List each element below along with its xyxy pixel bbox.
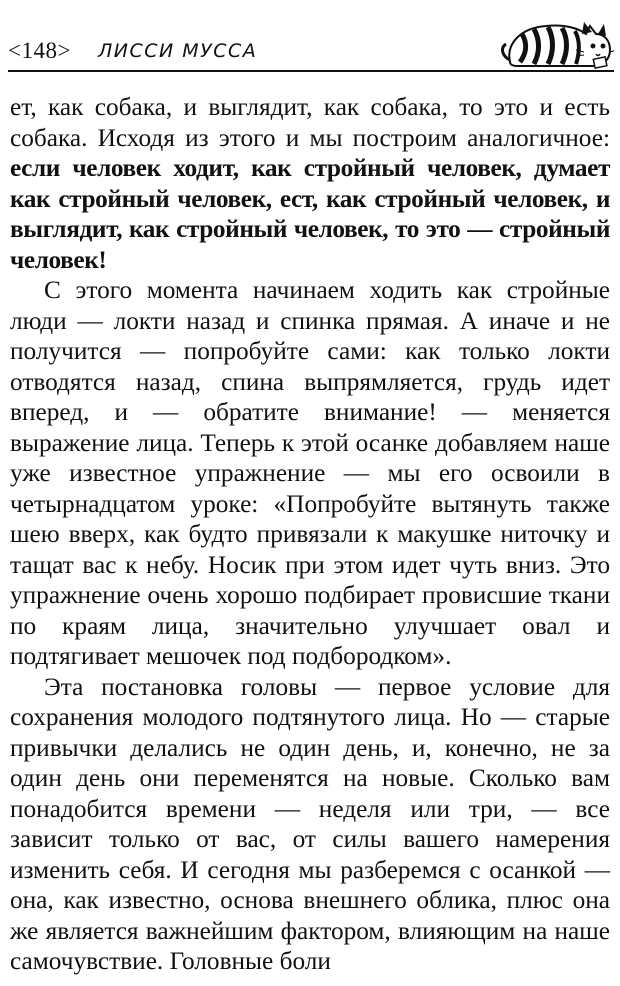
page-header: [8, 38, 614, 72]
striped-cat-icon: [498, 4, 614, 74]
paragraph-2: С этого момента начинаем ходить как стройные люди — локти назад и спинка прямая. А иначе и не получится — попробуйте сами: как только локти отводятся назад, спина выпрямляется, грудь идет вперед, и — обратите внимание! — меняется выражение лица. Теперь к этой осанке добавляем наше уже известное упражнение — мы его освоили в четырнадцатом уроке: «Попробуйте вытянуть также шею вверх, как будто привязали к макушке ниточку и тащат вас к небу. Носик при этом идет чуть вниз. Это упражнение очень хорошо подбирает провисшие ткани по краям лица, значительно улучшает овал и подтягивает мешочек под подбородком».: [10, 276, 610, 670]
running-title: ЛИССИ МУССА: [98, 40, 258, 62]
paragraph-1: [10, 92, 610, 275]
paragraph-1-lead: ет, как собака, и выглядит, как собака, то это и есть собака. Исходя из этого и мы построим аналогичное:: [10, 93, 610, 152]
page-number: <148>: [8, 38, 71, 63]
header-divider: [8, 70, 614, 72]
page-body: [10, 92, 610, 977]
paragraph-1-bold: если человек ходит, как стройный человек, думает как стройный человек, ест, как стройный человек, и выглядит, как стройный человек, то это — стройный человек!: [10, 154, 610, 274]
paragraph-3: Эта постановка головы — первое условие для сохранения молодого подтянутого лица. Но — старые привычки делались не один день, и, конечно, не за один день они переменятся на новые. Сколько вам понадобится времени — неделя или три, — все зависит только от вас, от силы вашего намерения изменить себя. И сегодня мы разберемся с осанкой — она, как известно, основа внешнего облика, плюс она же является важнейшим фактором, влияющим на наше самочувствие. Головные боли: [10, 672, 610, 975]
